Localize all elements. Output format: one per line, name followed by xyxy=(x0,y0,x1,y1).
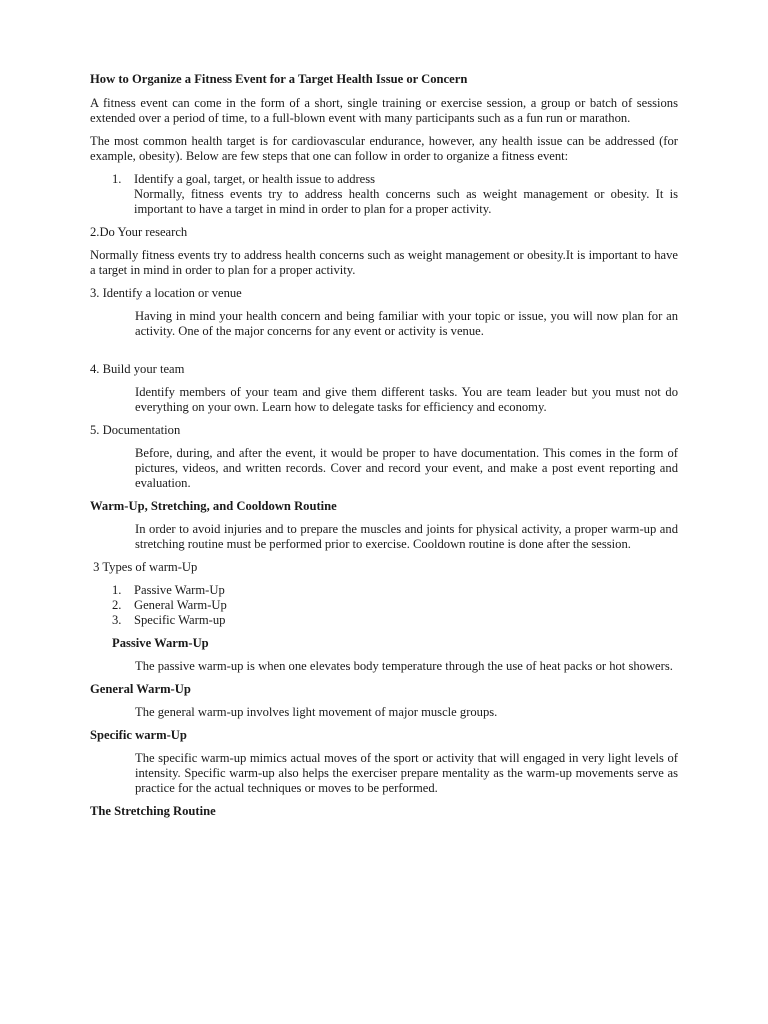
warmup-heading: Warm-Up, Stretching, and Cooldown Routine xyxy=(90,499,337,513)
specific-body: The specific warm-up mimics actual moves of the sport or activity that will engaged in very light levels of intensity. Specific warm-up also helps the exerciser prepare mentality as the warm-up movements serve as practice for the actual techniques or moves to be performed. xyxy=(135,751,678,795)
specific-heading: Specific warm-Up xyxy=(90,728,187,742)
step-1-body: Normally, fitness events try to address health concerns such as weight management or obesity. It is important to have a target in mind in order to plan for a proper activity. xyxy=(134,187,678,216)
list-item: 2. General Warm-Up xyxy=(112,598,227,612)
step-3-heading: 3. Identify a location or venue xyxy=(90,286,242,300)
list-item: 1. Passive Warm-Up xyxy=(112,583,225,597)
passive-body: The passive warm-up is when one elevates body temperature through the use of heat packs or hot showers. xyxy=(135,659,673,673)
general-body: The general warm-up involves light movement of major muscle groups. xyxy=(135,705,498,719)
step-2-body: Normally fitness events try to address health concerns such as weight management or obesity.It is important to have a target in mind in order to plan for a proper activity. xyxy=(90,248,678,277)
list-number: 1. xyxy=(112,172,122,186)
step-5-heading: 5. Documentation xyxy=(90,423,181,437)
document-page xyxy=(90,72,678,827)
list-item: 3. Specific Warm-up xyxy=(112,613,226,627)
step-5-body: Before, during, and after the event, it would be proper to have documentation. This comes in the form of pictures, videos, and written records. Cover and record your event, and make a post event reporting and evaluation. xyxy=(135,446,678,490)
document-title: How to Organize a Fitness Event for a Target Health Issue or Concern xyxy=(90,72,468,86)
passive-heading: Passive Warm-Up xyxy=(112,636,209,650)
step-4-body: Identify members of your team and give them different tasks. You are team leader but you must not do everything on your own. Learn how to delegate tasks for efficiency and economy. xyxy=(135,385,678,414)
warmup-body: In order to avoid injuries and to prepare the muscles and joints for physical activity, a proper warm-up and stretching routine must be performed prior to exercise. Cooldown routine is done after the session. xyxy=(135,522,678,551)
general-heading: General Warm-Up xyxy=(90,682,191,696)
step-1-heading: Identify a goal, target, or health issue to address xyxy=(134,172,376,186)
list-item xyxy=(112,172,678,217)
warmup-types-heading: 3 Types of warm-Up xyxy=(90,560,198,574)
step-4-heading: 4. Build your team xyxy=(90,362,185,376)
intro-paragraph-1: A fitness event can come in the form of a short, single training or exercise session, a group or batch of sessions extended over a period of time, to a full-blown event with many participants such as a fun run or marathon. xyxy=(90,96,678,125)
warmup-types-list xyxy=(112,583,678,628)
step-1 xyxy=(112,172,678,217)
step-2-heading: 2.Do Your research xyxy=(90,225,188,239)
intro-paragraph-2: The most common health target is for cardiovascular endurance, however, any health issue can be addressed (for example, obesity). Below are few steps that one can follow in order to organize a fitness event: xyxy=(90,134,678,163)
step-3-body: Having in mind your health concern and being familiar with your topic or issue, you will now plan for an activity. One of the major concerns for any event or activity is venue. xyxy=(135,309,678,338)
stretching-heading: The Stretching Routine xyxy=(90,804,216,818)
